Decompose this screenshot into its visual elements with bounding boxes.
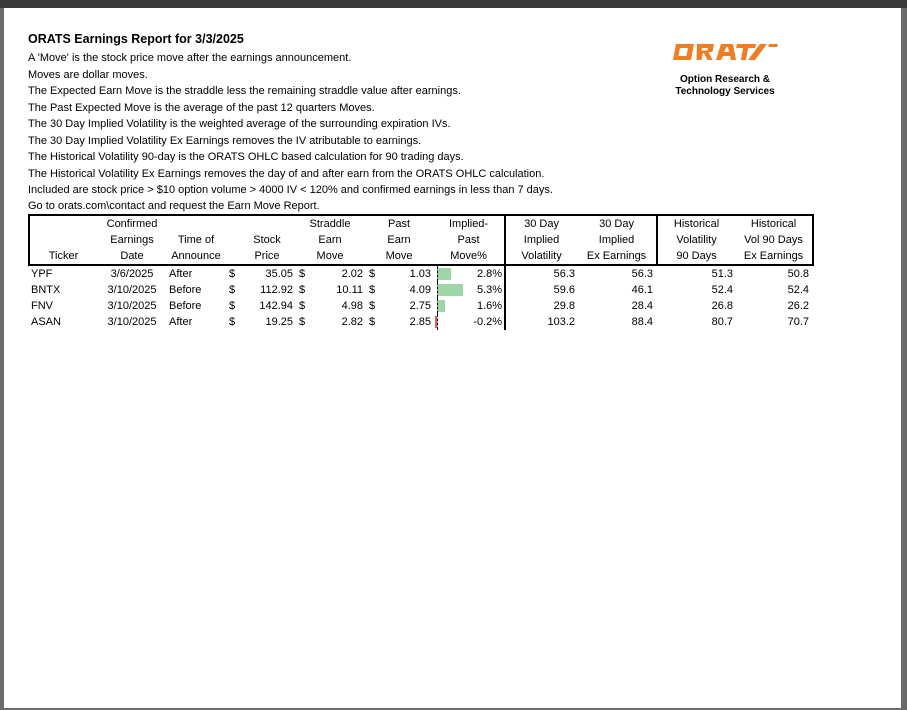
header-cell: Earn bbox=[387, 234, 411, 246]
implied-past-move-cell bbox=[433, 265, 505, 282]
implied-past-move-cell bbox=[433, 314, 505, 330]
past-earn-move-cell: 4.09 bbox=[409, 284, 432, 296]
header-cell: Move bbox=[295, 248, 365, 265]
note-line: The Past Expected Move is the average of the past 12 quarters Moves. bbox=[28, 102, 375, 114]
straddle-earn-move-cell: 2.82 bbox=[341, 316, 364, 328]
earnings-date-cell: 3/6/2025 bbox=[110, 268, 154, 280]
header-cell: 90 Days bbox=[657, 248, 735, 265]
header-cell: Confirmed bbox=[97, 215, 167, 232]
header-cell bbox=[239, 215, 295, 232]
hv90-cell: 51.3 bbox=[711, 268, 734, 280]
header-cell bbox=[29, 215, 97, 232]
currency-symbol: $ bbox=[369, 300, 376, 312]
header-cell: 30 Day bbox=[577, 215, 657, 232]
stock-price-cell: 142.94 bbox=[259, 300, 293, 312]
header-cell: 30 Day bbox=[505, 215, 577, 232]
iv30-cell: 29.8 bbox=[553, 300, 576, 312]
header-cell bbox=[225, 232, 239, 248]
orats-logo bbox=[670, 36, 780, 106]
header-cell: Past bbox=[365, 215, 433, 232]
currency-symbol: $ bbox=[299, 300, 306, 312]
time-of-announce-cell: Before bbox=[169, 300, 202, 312]
time-of-announce-cell: After bbox=[169, 268, 193, 280]
report-title: ORATS Earnings Report for 3/3/2025 bbox=[28, 32, 244, 46]
note-line: Go to orats.com\contact and request the Earn Move Report. bbox=[28, 200, 320, 212]
header-cell bbox=[225, 215, 239, 232]
iv30-ex-earnings-cell: 56.3 bbox=[631, 268, 654, 280]
stock-price-cell: 19.25 bbox=[265, 316, 293, 328]
header-cell: Move bbox=[365, 248, 433, 265]
ticker-cell: BNTX bbox=[31, 284, 61, 296]
header-cell: Date bbox=[97, 248, 167, 265]
bar-axis bbox=[437, 282, 439, 298]
iv30-ex-earnings-cell: 88.4 bbox=[631, 316, 654, 328]
currency-symbol: $ bbox=[299, 284, 306, 296]
iv30-ex-earnings-cell: 46.1 bbox=[631, 284, 654, 296]
iv30-cell: 59.6 bbox=[553, 284, 576, 296]
header-cell: Implied- bbox=[433, 215, 505, 232]
ticker-cell: YPF bbox=[31, 268, 53, 280]
stock-price-cell: 35.05 bbox=[265, 268, 293, 280]
currency-symbol: $ bbox=[229, 268, 236, 280]
time-of-announce-cell: Before bbox=[169, 284, 202, 296]
hv90-ex-earnings-cell: 70.7 bbox=[787, 316, 810, 328]
header-cell: Earnings bbox=[110, 234, 154, 246]
header-cell: Move% bbox=[433, 248, 505, 265]
implied-past-move-bar bbox=[437, 284, 463, 296]
implied-past-move-cell bbox=[433, 282, 505, 298]
header-cell: Earn bbox=[318, 234, 342, 246]
hv90-cell: 52.4 bbox=[711, 284, 734, 296]
header-row bbox=[29, 215, 813, 232]
header-cell: Volatility bbox=[505, 248, 577, 265]
note-line: Included are stock price > $10 option volume > 4000 IV < 120% and confirmed earnings in less than 7 days. bbox=[28, 184, 553, 196]
straddle-earn-move-cell: 4.98 bbox=[341, 300, 364, 312]
note-line: A 'Move' is the stock price move after the earnings announcement. bbox=[28, 52, 352, 64]
iv30-cell: 103.2 bbox=[547, 316, 576, 328]
note-line: The 30 Day Implied Volatility Ex Earnings removes the IV atributable to earnings. bbox=[28, 135, 422, 147]
earnings-table bbox=[28, 214, 814, 330]
currency-symbol: $ bbox=[299, 268, 306, 280]
implied-past-move-value: 5.3% bbox=[476, 284, 503, 296]
table-row bbox=[29, 282, 813, 298]
bar-axis bbox=[437, 266, 439, 282]
currency-symbol: $ bbox=[229, 284, 236, 296]
hv90-ex-earnings-cell: 26.2 bbox=[787, 300, 810, 312]
past-earn-move-cell: 2.75 bbox=[409, 300, 432, 312]
table-body bbox=[29, 265, 813, 330]
hv90-cell: 80.7 bbox=[711, 316, 734, 328]
iv30-cell: 56.3 bbox=[553, 268, 576, 280]
table-row bbox=[29, 265, 813, 282]
logo-subtitle-line: Technology Services bbox=[675, 86, 775, 97]
currency-symbol: $ bbox=[369, 268, 376, 280]
header-cell: Vol 90 Days bbox=[735, 232, 813, 248]
bar-axis bbox=[437, 298, 439, 314]
header-cell: Implied bbox=[577, 232, 657, 248]
header-cell: Implied bbox=[523, 234, 560, 246]
table-row bbox=[29, 298, 813, 314]
implied-past-move-value: -0.2% bbox=[473, 316, 503, 328]
hv90-ex-earnings-cell: 52.4 bbox=[787, 284, 810, 296]
past-earn-move-cell: 2.85 bbox=[409, 316, 432, 328]
header-cell: Ex Earnings bbox=[735, 248, 813, 265]
earnings-date-cell: 3/10/2025 bbox=[107, 284, 157, 296]
orats-wordmark-logo bbox=[670, 36, 780, 72]
ticker-cell: ASAN bbox=[31, 316, 61, 328]
header-cell bbox=[167, 215, 225, 232]
header-cell: Straddle bbox=[295, 215, 365, 232]
header-cell: Historical bbox=[735, 215, 813, 232]
hv90-ex-earnings-cell: 50.8 bbox=[787, 268, 810, 280]
note-line: The 30 Day Implied Volatility is the weighted average of the surrounding expiration IVs. bbox=[28, 118, 451, 130]
earnings-date-cell: 3/10/2025 bbox=[107, 316, 157, 328]
note-line: The Expected Earn Move is the straddle less the remaining straddle value after earnings. bbox=[28, 85, 461, 97]
stock-price-cell: 112.92 bbox=[260, 284, 293, 296]
straddle-earn-move-cell: 10.11 bbox=[336, 284, 364, 296]
straddle-earn-move-cell: 2.02 bbox=[341, 268, 364, 280]
header-cell: Time of bbox=[177, 234, 215, 246]
header-cell: Announce bbox=[167, 248, 225, 265]
note-line: The Historical Volatility 90-day is the ORATS OHLC based calculation for 90 trading days. bbox=[28, 151, 464, 163]
header-cell bbox=[29, 232, 97, 248]
report-page bbox=[4, 8, 901, 708]
currency-symbol: $ bbox=[229, 316, 236, 328]
header-cell: Ticker bbox=[29, 248, 97, 265]
header-cell: Ex Earnings bbox=[577, 248, 657, 265]
header-cell: Historical bbox=[657, 215, 735, 232]
header-cell: Past bbox=[433, 232, 505, 248]
hv90-cell: 26.8 bbox=[711, 300, 734, 312]
past-earn-move-cell: 1.03 bbox=[409, 268, 432, 280]
header-row bbox=[29, 248, 813, 265]
logo-subtitle bbox=[670, 74, 780, 98]
logo-subtitle-line: Option Research & bbox=[679, 74, 771, 85]
implied-past-move-value: 2.8% bbox=[476, 268, 503, 280]
implied-past-move-bar bbox=[437, 268, 451, 280]
header-cell: Price bbox=[239, 248, 295, 265]
implied-past-move-value: 1.6% bbox=[476, 300, 503, 312]
currency-symbol: $ bbox=[369, 316, 376, 328]
implied-past-move-cell bbox=[433, 298, 505, 314]
earnings-date-cell: 3/10/2025 bbox=[107, 300, 157, 312]
header-cell: Stock bbox=[253, 234, 281, 246]
viewer-toolbar bbox=[0, 0, 907, 8]
ticker-cell: FNV bbox=[31, 300, 53, 312]
table-header bbox=[29, 215, 813, 265]
header-cell: Volatility bbox=[676, 234, 717, 246]
currency-symbol: $ bbox=[299, 316, 306, 328]
header-row bbox=[29, 232, 813, 248]
iv30-ex-earnings-cell: 28.4 bbox=[631, 300, 654, 312]
currency-symbol: $ bbox=[369, 284, 376, 296]
note-line: The Historical Volatility Ex Earnings removes the day of and after earn from the ORATS OHLC calculation. bbox=[28, 168, 545, 180]
note-line: Moves are dollar moves. bbox=[28, 69, 148, 81]
time-of-announce-cell: After bbox=[169, 316, 193, 328]
header-cell bbox=[225, 248, 239, 265]
currency-symbol: $ bbox=[229, 300, 236, 312]
bar-axis bbox=[437, 314, 439, 330]
table-row bbox=[29, 314, 813, 330]
